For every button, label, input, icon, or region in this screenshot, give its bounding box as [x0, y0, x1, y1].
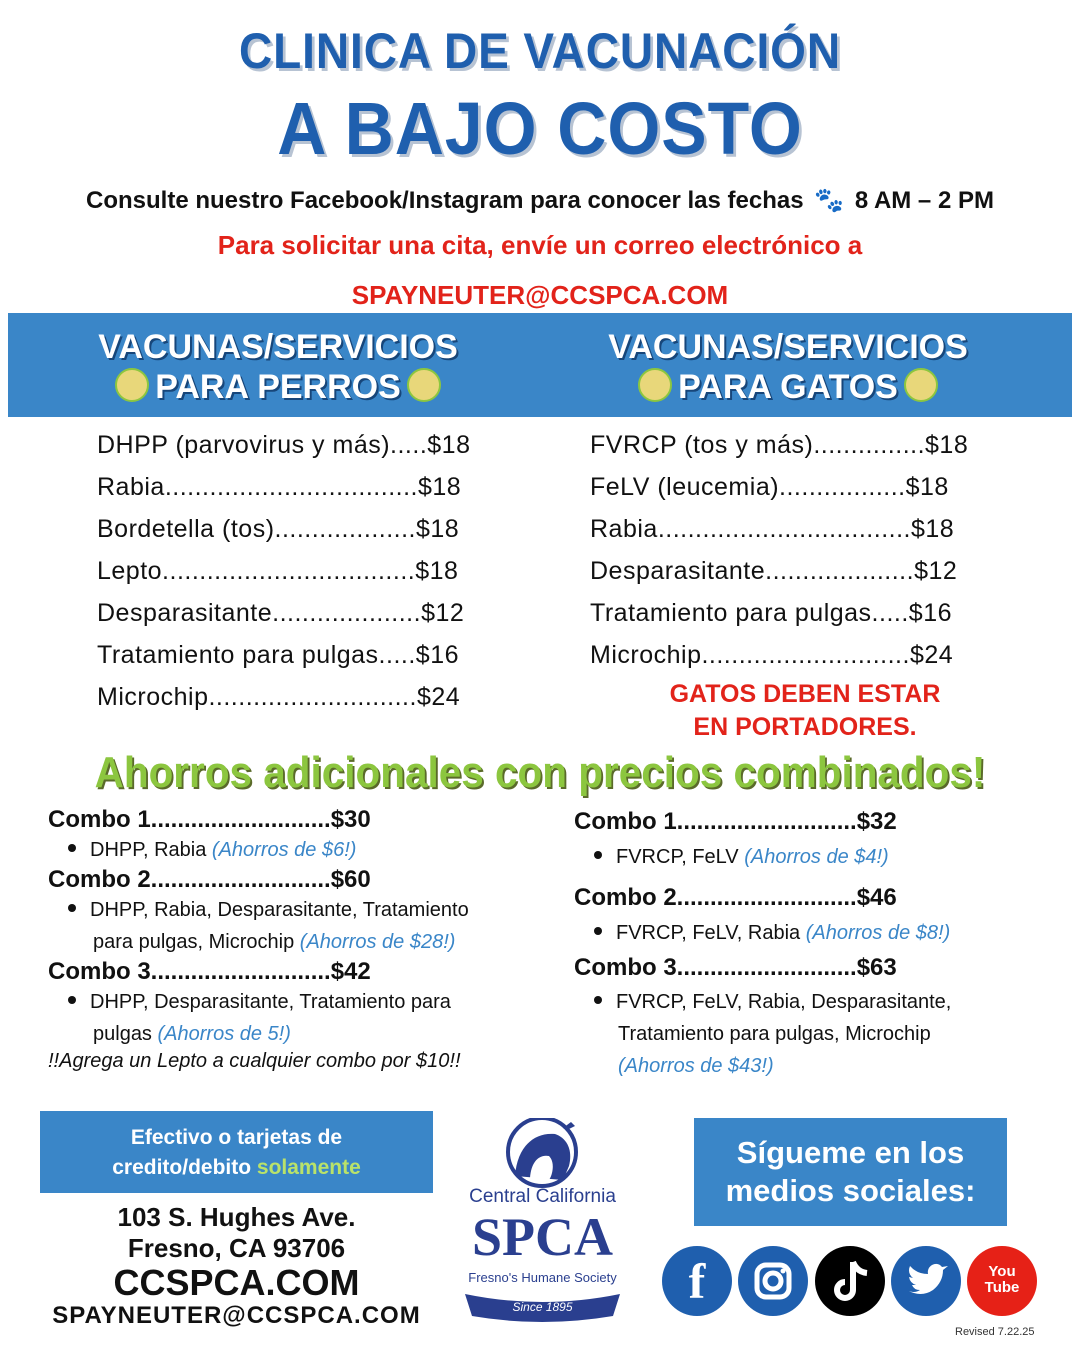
cat-heading-line2-wrap	[548, 367, 1028, 407]
cat-price-row: Microchip............................$24	[590, 641, 954, 669]
cat-price-row: FVRCP (tos y más)...............$18	[590, 431, 969, 459]
dog-combos	[48, 806, 548, 1073]
cat-price-row: FeLV (leucemia).................$18	[590, 473, 949, 501]
spca-logo	[445, 1118, 640, 1338]
cat-heading-line1: VACUNAS/SERVICIOS	[608, 328, 968, 366]
page-title-line1: CLINICA DE VACUNACIÓN	[239, 23, 841, 79]
payment-line1: Efectivo o tarjetas de	[130, 1126, 343, 1149]
cat-combos	[574, 808, 1054, 1082]
savings-heading: Ahorros adicionales con precios combinados!	[94, 748, 986, 797]
twitter-icon[interactable]	[891, 1246, 961, 1316]
hours-text: 8 AM – 2 PM	[854, 187, 994, 214]
cat-price-row: Tratamiento para pulgas.....$16	[590, 599, 953, 627]
page-title-line2: A BAJO COSTO	[277, 87, 803, 170]
dog-price-row: Microchip............................$24	[97, 683, 461, 711]
logo-line3: Fresno's Humane Society	[468, 1270, 617, 1285]
dog-combo-1-title: Combo 1...........................$30	[48, 806, 371, 833]
services-header-band	[8, 313, 1072, 417]
cat-face-icon	[638, 368, 672, 402]
cat-combo-2-items: FVRCP, FeLV, Rabia (Ahorros de $8!)	[574, 912, 1054, 954]
cat-services-heading	[548, 327, 1028, 407]
payment-box	[40, 1111, 433, 1193]
social-box	[694, 1118, 1007, 1226]
cat-combo-3-items: FVRCP, FeLV, Rabia, Desparasitante,	[574, 986, 1054, 1018]
dog-combo-2-title: Combo 2...........................$60	[48, 866, 371, 893]
lepto-note: !!Agrega un Lepto a cualquier combo por $10!!	[48, 1050, 461, 1072]
dog-face-icon	[115, 368, 149, 402]
instagram-icon[interactable]	[738, 1246, 808, 1316]
dog-price-row: DHPP (parvovirus y más).....$18	[97, 431, 471, 459]
dog-combo-3-title: Combo 3...........................$42	[48, 958, 371, 985]
footer-email[interactable]: SPAYNEUTER@CCSPCA.COM	[52, 1302, 421, 1329]
dog-price-row: Bordetella (tos)...................$18	[97, 515, 460, 543]
cat-combo-3-save: (Ahorros de $43!)	[618, 1055, 774, 1077]
address-line2: Fresno, CA 93706	[127, 1233, 346, 1263]
cat-combo-1-title: Combo 1...........................$32	[574, 808, 897, 835]
dog-combo-2-items-cont: para pulgas, Microchip (Ahorros de $28!)	[93, 931, 456, 953]
youtube-icon[interactable]: You Tube	[967, 1246, 1037, 1316]
dog-combo-3-items-cont: pulgas (Ahorros de 5!)	[93, 1023, 291, 1045]
dog-price-row: Lepto..................................$18	[97, 557, 459, 585]
dog-combo-3-items: DHPP, Desparasitante, Tratamiento para	[48, 986, 548, 1018]
appointment-text: Para solicitar una cita, envíe un correo electrónico a	[217, 230, 863, 260]
cat-carrier-notice: GATOS DEBEN ESTAR EN PORTADORES.	[669, 680, 941, 741]
dog-combo-1-items: DHPP, Rabia (Ahorros de $6!)	[48, 834, 548, 866]
logo-since: Since 1895	[512, 1300, 573, 1314]
dates-info	[0, 186, 1080, 215]
cat-combo-3-items-cont: Tratamiento para pulgas, Microchip	[618, 1023, 931, 1045]
dog-services-heading	[38, 327, 518, 407]
social-line1: Sígueme en los	[736, 1135, 965, 1170]
dog-price-row: Rabia..................................$18	[97, 473, 462, 501]
cat-price-row: Rabia..................................$18	[590, 515, 955, 543]
revised-date: Revised 7.22.25	[955, 1326, 1035, 1338]
cat-price-row: Desparasitante....................$12	[590, 557, 958, 585]
dates-text: Consulte nuestro Facebook/Instagram para conocer las fechas	[86, 187, 804, 214]
dog-price-row: Tratamiento para pulgas.....$16	[97, 641, 460, 669]
paw-icon: 🐾	[814, 187, 845, 214]
cat-combo-2-title: Combo 2...........................$46	[574, 884, 897, 911]
appointment-email[interactable]: SPAYNEUTER@CCSPCA.COM	[351, 280, 729, 310]
logo-line1: Central California	[469, 1186, 616, 1207]
payment-line2-wrap: credito/debito solamente	[112, 1156, 361, 1179]
tiktok-icon[interactable]	[815, 1246, 885, 1316]
dog-heading-line2: PARA PERROS	[155, 368, 401, 406]
website-link[interactable]: CCSPCA.COM	[113, 1262, 360, 1303]
cat-combo-3-title: Combo 3...........................$63	[574, 954, 897, 981]
logo-line2: SPCA	[471, 1207, 613, 1267]
social-line2: medios sociales:	[725, 1173, 976, 1208]
address-line1: 103 S. Hughes Ave.	[117, 1202, 356, 1232]
cat-combo-1-items: FVRCP, FeLV (Ahorros de $4!)	[574, 836, 1054, 878]
dog-heading-line1: VACUNAS/SERVICIOS	[98, 328, 458, 366]
dog-heading-line2-wrap	[38, 367, 518, 407]
dog-price-row: Desparasitante....................$12	[97, 599, 465, 627]
dog-face-icon	[407, 368, 441, 402]
dog-combo-2-items: DHPP, Rabia, Desparasitante, Tratamiento	[48, 894, 548, 926]
facebook-icon[interactable]: f	[662, 1246, 732, 1316]
cat-price-list	[590, 424, 968, 676]
dog-price-list	[97, 424, 471, 718]
cat-face-icon	[904, 368, 938, 402]
cat-heading-line2: PARA GATOS	[678, 368, 898, 406]
